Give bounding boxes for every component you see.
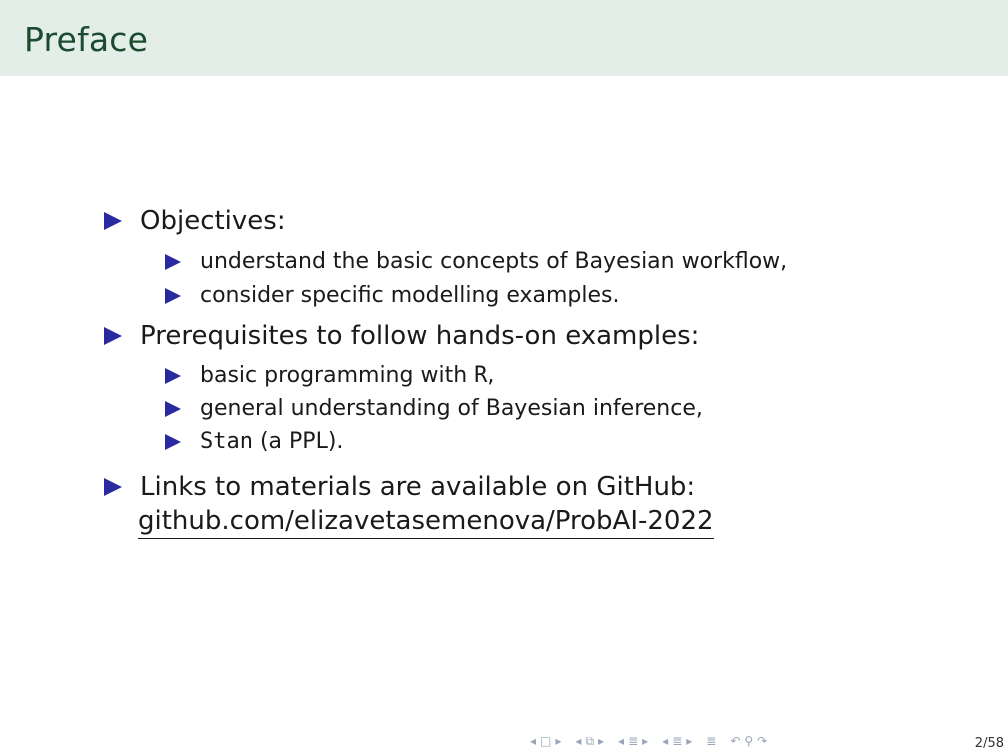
code-r: R xyxy=(474,363,488,388)
redo-icon[interactable]: ↷ xyxy=(757,734,768,748)
objective-item: understand the basic concepts of Bayesian workflow, xyxy=(200,249,788,274)
bullet-triangle-icon xyxy=(104,212,122,230)
prerequisite-item: general understanding of Bayesian inference, xyxy=(200,396,703,421)
next-doc-icon[interactable]: ▸ xyxy=(686,734,693,748)
prerequisite-item xyxy=(200,363,494,388)
prerequisite-suffix: , xyxy=(487,363,495,388)
section-icon[interactable]: ≣ xyxy=(628,734,639,748)
sub-bullet-triangle-icon xyxy=(165,254,181,270)
next-subsection-icon[interactable]: ▸ xyxy=(598,734,605,748)
slide-title: Preface xyxy=(24,20,149,59)
search-icon[interactable]: ⚲ xyxy=(744,734,754,748)
code-stan: Stan xyxy=(200,429,253,454)
prev-doc-icon[interactable]: ◂ xyxy=(662,734,669,748)
sub-bullet-triangle-icon xyxy=(165,401,181,417)
prev-subsection-icon[interactable]: ◂ xyxy=(575,734,582,748)
objectives-label: Objectives: xyxy=(140,206,286,236)
page-number: 2/58 xyxy=(974,736,1004,751)
github-link[interactable]: github.com/elizavetasemenova/ProbAI-2022 xyxy=(138,506,714,539)
sub-bullet-triangle-icon xyxy=(165,288,181,304)
subsection-icon[interactable]: ⧉ xyxy=(585,734,595,748)
frame-icon[interactable]: □ xyxy=(540,734,552,748)
bullet-triangle-icon xyxy=(104,478,122,496)
undo-icon[interactable]: ↶ xyxy=(730,734,741,748)
links-label: Links to materials are available on GitHub: xyxy=(140,472,696,502)
title-bar xyxy=(0,0,1008,76)
prerequisite-suffix: (a PPL). xyxy=(252,429,344,454)
bullet-triangle-icon xyxy=(104,327,122,345)
sub-bullet-triangle-icon xyxy=(165,368,181,384)
objective-item: consider specific modelling examples. xyxy=(200,283,620,308)
prerequisite-text: basic programming with xyxy=(200,363,475,388)
next-frame-icon[interactable]: ▸ xyxy=(555,734,562,748)
prerequisites-label: Prerequisites to follow hands-on examples: xyxy=(140,321,700,351)
next-section-icon[interactable]: ▸ xyxy=(642,734,649,748)
prev-section-icon[interactable]: ◂ xyxy=(618,734,625,748)
first-frame-icon[interactable]: ◂ xyxy=(530,734,537,748)
document-icon[interactable]: ≣ xyxy=(706,734,717,748)
sub-bullet-triangle-icon xyxy=(165,434,181,450)
prerequisite-item xyxy=(200,429,343,454)
doc-section-icon[interactable]: ≣ xyxy=(672,734,683,748)
navigation-bar xyxy=(530,734,771,750)
